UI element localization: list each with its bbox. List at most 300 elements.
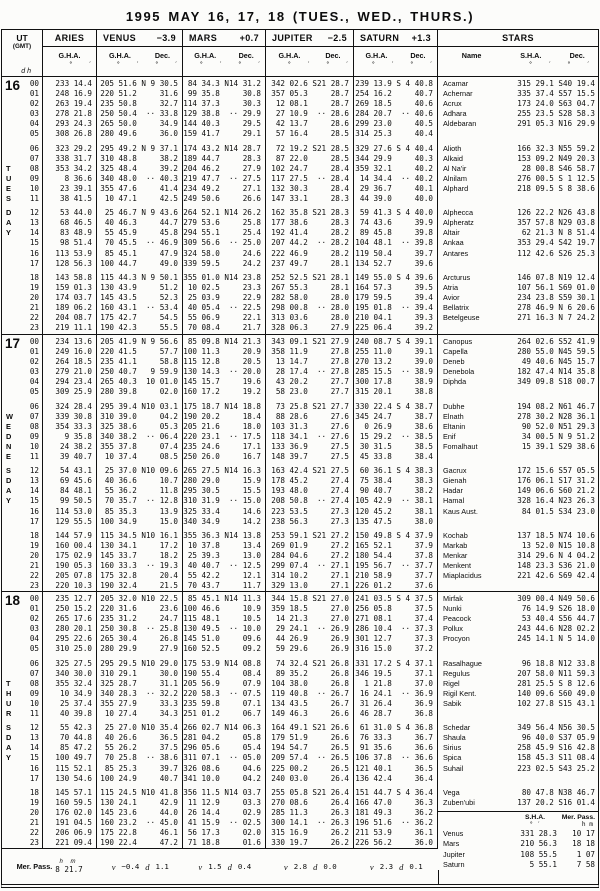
star-row (443, 313, 595, 323)
star-group (443, 466, 595, 527)
jupiter-cell: 147 33.1 28.3 (271, 194, 349, 204)
ut-label: UT (16, 33, 28, 43)
jupiter-cell: 149 46.3 26.6 (271, 709, 349, 719)
star-position: 172 15.6 S57 05.5 (517, 466, 595, 476)
venus-cell: 235 31.2 24.7 (100, 614, 178, 624)
hour-row (2, 164, 42, 174)
star-position: 102 27.8 S15 43.1 (517, 698, 595, 708)
aries-units: ° ′ (61, 60, 92, 68)
star-position: 281 25.5 S 8 12.6 (517, 678, 595, 688)
mars-cell: 56 17.3 02.0 (183, 828, 261, 838)
star-position: 291 05.3 N16 29.9 (517, 119, 595, 129)
star-row (443, 507, 595, 517)
aries-column (42, 592, 96, 848)
hour-row (2, 387, 42, 397)
weekday-letter (6, 614, 13, 624)
weekday-letter (6, 517, 13, 527)
star-position: 314 29.6 N 4 04.2 (517, 550, 595, 560)
planet-name: Saturn (443, 859, 465, 869)
jupiter-cell: 13 14.7 27.8 (271, 357, 349, 367)
hour-label: 18 (29, 787, 39, 797)
venus-cell: 310 29.1 30.0 (100, 668, 178, 678)
mars-cell: 189 44.7 28.3 (183, 153, 261, 163)
weekday-letter (6, 561, 13, 571)
star-name: Alphecca (443, 208, 474, 218)
saturn-cell: 346 19.5 37.1 (355, 668, 433, 678)
aries-cell: 83 48.9 (55, 228, 92, 238)
star-position: 53 40.4 S56 44.7 (517, 614, 595, 624)
hour-label: 22 (29, 571, 39, 581)
mars-cell: 41 15.9 ·· 02.5 (183, 817, 261, 827)
venus-cell: 25 37.0 N10 09.6 (100, 466, 178, 476)
hour-row (2, 228, 42, 238)
venus-cell: 235 41.1 58.8 (100, 357, 178, 367)
aries-cell: 324 28.4 (55, 401, 92, 411)
stars-units: ° ′ ° ′ (528, 60, 594, 68)
weekday-letter (6, 571, 13, 581)
aries-cell: 99 50.5 (55, 496, 92, 506)
venus-cell: 100 44.7 49.0 (100, 258, 178, 268)
mars-cell: 99 35.8 30.8 (183, 89, 261, 99)
data-group (97, 723, 182, 784)
hour-label: 23 (29, 581, 39, 591)
weekday-letter (6, 259, 13, 269)
star-row (443, 119, 595, 129)
hour-row (2, 452, 42, 462)
hour-row (2, 377, 42, 387)
aries-cell: 294 23.4 (55, 377, 92, 387)
star-group (443, 144, 595, 205)
saturn-cell: 269 18.5 40.6 (355, 99, 433, 109)
venus-cell: 220 51.2 31.6 (100, 89, 178, 99)
hour-label: 16 (29, 248, 39, 258)
weekday-letter (6, 788, 13, 798)
d-label: d (399, 861, 404, 872)
data-group (354, 659, 437, 720)
aries-cell: 85 47.2 (55, 743, 92, 753)
aries-cell: 295 22.6 (55, 634, 92, 644)
venus-cell: 265 50.0 34.9 (100, 119, 178, 129)
star-position: 218 09.5 S 8 38.6 (517, 183, 595, 193)
saturn-cell: 254 16.2 40.7 (355, 89, 433, 99)
jupiter-cell: 358 11.9 27.8 (271, 347, 349, 357)
weekday-letter: A (6, 743, 12, 753)
star-row (443, 432, 595, 442)
star-row (443, 699, 595, 709)
saturn-cell: 166 47.0 36.3 (355, 797, 433, 807)
v-label: v (111, 861, 116, 872)
day-number: 18 (5, 593, 21, 608)
star-row (443, 79, 595, 89)
venus-cell: 70 35.7 ·· 12.8 (100, 496, 178, 506)
aries-cell: 84 48.1 (55, 486, 92, 496)
saturn-cell: 44 39.0 40.0 (355, 194, 433, 204)
hour-group (2, 788, 42, 849)
star-name: Suhail (443, 763, 464, 773)
data-group (43, 144, 96, 205)
jupiter-cell: 209 57.4 ·· 26.5 (271, 753, 349, 763)
saturn-cell: 225 06.4 39.2 (355, 323, 433, 333)
venus-cell: 85 45.1 47.9 (100, 248, 178, 258)
weekday-letter (6, 669, 13, 679)
star-group (443, 402, 595, 463)
star-name: Atria (443, 282, 459, 292)
mars-cell: 205 56.9 07.9 (183, 678, 261, 688)
weekday-letter: E (6, 452, 11, 462)
mars-cell: 11 12.9 03.3 (183, 797, 261, 807)
aries-cell: 280 20.1 (55, 624, 92, 634)
saturn-cell: 240 08.7 S 4 39.1 (355, 337, 433, 346)
venus-cell: 85 35.3 13.9 (100, 506, 178, 516)
hour-label: 15 (29, 753, 39, 763)
hour-group (2, 466, 42, 527)
weekday-letter: W (6, 411, 13, 421)
star-name: Sabik (443, 698, 462, 708)
aries-cell: 38 41.5 (55, 194, 92, 204)
mars-cell: 356 11.5 N14 03.7 (183, 787, 261, 797)
hour-row (2, 442, 42, 452)
weekday-letter (6, 357, 13, 367)
aries-cell: 113 53.9 (55, 248, 92, 258)
star-name: Markab (443, 540, 468, 550)
star-row (443, 624, 595, 634)
jupiter-cell: 285 11.3 26.3 (271, 807, 349, 817)
venus-cell: 250 30.8 ·· 25.8 (100, 624, 178, 634)
hour-label: 09 (29, 431, 39, 441)
star-name: Spica (443, 753, 462, 763)
data-group (266, 723, 353, 784)
planet-table-header (443, 814, 595, 821)
saturn-dec-label: Dec. (410, 51, 426, 60)
hour-row (2, 689, 42, 699)
hour-row (2, 659, 42, 669)
hour-label: 09 (29, 688, 39, 698)
mer-pass-label: Mer. Pass. (16, 862, 53, 871)
weekday-letter (6, 581, 13, 591)
saturn-cell: 270 13.2 39.0 (355, 357, 433, 367)
star-position: 328 16.4 N23 26.3 (517, 496, 595, 506)
star-position: 278 30.2 N28 36.1 (517, 411, 595, 421)
mars-cell: 235 24.6 17.1 (183, 441, 261, 451)
venus-cell: 160 43.1 ·· 53.4 (100, 302, 178, 312)
star-name: Ankaa (443, 238, 464, 248)
mars-cell: 100 11.3 20.9 (183, 347, 261, 357)
star-name-label: Name (461, 51, 482, 60)
star-name: Denebola (443, 367, 475, 377)
aries-cell: 190 05.3 (55, 560, 92, 570)
data-group (354, 79, 437, 140)
weekday-letter (6, 154, 13, 164)
mars-cell: 85 09.8 N14 21.3 (183, 337, 261, 346)
hour-row (2, 669, 42, 679)
star-position: 276 00.5 S 1 12.5 (517, 173, 595, 183)
hour-row (2, 699, 42, 709)
aries-cell: 263 19.4 (55, 99, 92, 109)
star-row (443, 743, 595, 753)
star-name: Dubhe (443, 401, 465, 411)
hour-label: 11 (29, 194, 39, 204)
weekday-letter (6, 249, 13, 259)
data-group (266, 79, 353, 140)
jupiter-cell: 342 02.6 S21 28.7 (271, 79, 349, 88)
saturn-cell: 91 35.6 36.6 (355, 743, 433, 753)
star-name: Elnath (443, 411, 464, 421)
aries-cell: 53 44.0 (55, 208, 92, 218)
jupiter-cell: 164 49.1 S21 26.6 (271, 723, 349, 733)
weekday-letter (6, 507, 13, 517)
day-blocks (2, 77, 598, 869)
star-name: Rigel (443, 678, 460, 688)
aries-cell: 279 21.0 (55, 367, 92, 377)
venus-cell: 205 32.0 N10 22.5 (100, 594, 178, 603)
star-row (443, 337, 595, 347)
jupiter-column (265, 335, 353, 591)
hour-row (2, 541, 42, 551)
weekday-letter: N (6, 441, 12, 451)
ut-column (2, 77, 42, 334)
star-row (443, 174, 595, 184)
aries-cell: 354 33.3 (55, 421, 92, 431)
data-group (43, 208, 96, 269)
aries-cell: 128 56.3 (55, 258, 92, 268)
star-position: 243 44.6 N28 02.2 (517, 624, 595, 634)
mars-cell: 114 37.3 30.3 (183, 99, 261, 109)
aries-cell: 68 46.5 (55, 218, 92, 228)
hour-label: 03 (29, 367, 39, 377)
aries-cell: 233 14.4 (55, 79, 92, 88)
hour-label: 05 (29, 129, 39, 139)
hour-label: 20 (29, 550, 39, 560)
jupiter-cell: 44 26.9 26.9 (271, 634, 349, 644)
hour-row (2, 551, 42, 561)
star-position: 126 22.2 N26 43.8 (517, 208, 595, 218)
venus-cell: 175 22.8 46.1 (100, 828, 178, 838)
hour-label: 05 (29, 644, 39, 654)
mars-cell: 249 50.6 26.6 (183, 194, 261, 204)
venus-cell: 10 27.4 34.3 (100, 709, 178, 719)
venus-cell: 250 50.4 ·· 33.8 (100, 109, 178, 119)
aries-cell: 176 02.0 (55, 807, 92, 817)
jupiter-cell: 237 49.7 28.1 (271, 258, 349, 268)
hour-group (2, 144, 42, 205)
jupiter-cell: 284 04.6 27.2 (271, 550, 349, 560)
day-block-16 (2, 77, 598, 334)
star-name: Al Na'ir (443, 163, 467, 173)
venus-cell: 325 38.6 05.3 (100, 421, 178, 431)
weekday-letter (6, 293, 13, 303)
hour-row (2, 818, 42, 828)
saturn-cell: 180 54.4 37.8 (355, 550, 433, 560)
day-number: 17 (5, 336, 21, 351)
star-row (443, 228, 595, 238)
data-group (183, 659, 265, 720)
saturn-cell: 179 59.5 39.4 (355, 292, 433, 302)
weekday-letter: S (6, 723, 11, 733)
jupiter-title: JUPITER (272, 33, 313, 43)
weekday-letter (6, 402, 13, 412)
mars-cell: 55 42.2 12.1 (183, 571, 261, 581)
jupiter-cell: 225 00.2 26.5 (271, 763, 349, 773)
mars-cell: 341 10.0 04.2 (183, 773, 261, 783)
star-name: Aldebaran (443, 119, 477, 129)
venus-cell: 265 40.3 10 01.0 (100, 377, 178, 387)
star-position: 34 00.5 N 9 51.2 (517, 431, 595, 441)
star-row (443, 531, 595, 541)
star-position: 221 42.6 S69 42.4 (517, 571, 595, 581)
star-row (443, 238, 595, 248)
saturn-cell: 226 01.2 37.6 (355, 581, 433, 591)
hour-row (2, 798, 42, 808)
hour-label: 21 (29, 560, 39, 570)
hour-group (2, 273, 42, 334)
mars-cell: 355 01.0 N14 23.8 (183, 272, 261, 282)
hour-label: 07 (29, 153, 39, 163)
aries-cell: 339 30.8 (55, 411, 92, 421)
venus-cell: 85 25.3 39.7 (100, 763, 178, 773)
star-position: 349 09.8 S18 00.7 (517, 377, 595, 387)
saturn-cell: 76 33.3 36.7 (355, 733, 433, 743)
aries-cell: 129 55.5 (55, 516, 92, 526)
saturn-cell: 60 36.1 S 4 38.3 (355, 466, 433, 476)
data-group (97, 144, 182, 205)
jupiter-cell: 163 42.4 S21 27.5 (271, 466, 349, 476)
saturn-cell: 119 50.4 39.7 (355, 248, 433, 258)
hour-group (2, 402, 42, 463)
aries-header-cell (42, 30, 96, 76)
mars-cell: 100 46.6 10.9 (183, 604, 261, 614)
saturn-cell: 181 49.3 36.2 (355, 807, 433, 817)
star-name: Fomalhaut (443, 441, 478, 451)
weekday-letter: D (6, 733, 12, 743)
data-group (43, 337, 96, 398)
aries-cell: 100 49.7 (55, 753, 92, 763)
hour-row (2, 743, 42, 753)
data-group (43, 531, 96, 592)
planet-name: Jupiter (443, 849, 465, 859)
hour-row (2, 634, 42, 644)
weekday-letter (6, 238, 13, 248)
saturn-cell: 106 37.8 ·· 36.6 (355, 753, 433, 763)
star-row (443, 347, 595, 357)
hour-row (2, 581, 42, 591)
stars-header-cell (437, 30, 598, 76)
weekday-letter (6, 387, 13, 397)
aries-cell: 144 57.9 (55, 530, 92, 540)
table-header (2, 30, 598, 77)
star-row (443, 733, 595, 743)
venus-cell: 340 48.0 ·· 40.3 (100, 173, 178, 183)
mars-cell: 70 43.7 11.7 (183, 581, 261, 591)
saturn-cell: 256 05.8 37.5 (355, 604, 433, 614)
data-group (43, 659, 96, 720)
hour-label: 22 (29, 828, 39, 838)
mars-cell: 309 56.6 ·· 25.0 (183, 238, 261, 248)
star-row (443, 679, 595, 689)
venus-cell: 40 46.3 44.7 (100, 218, 178, 228)
star-name: Canopus (443, 337, 473, 346)
d-value: 1.1 (155, 862, 169, 871)
hour-label: 00 (29, 79, 39, 88)
weekday-letter (6, 828, 13, 838)
jupiter-cell: 255 05.8 S21 26.4 (271, 787, 349, 797)
saturn-cell: 344 29.9 40.3 (355, 153, 433, 163)
jupiter-cell: 222 46.9 28.2 (271, 248, 349, 258)
jupiter-cell: 89 35.2 26.8 (271, 668, 349, 678)
d-value: 0.4 (237, 862, 252, 871)
star-row (443, 154, 595, 164)
jupiter-cell: 43 20.2 27.7 (271, 377, 349, 387)
star-group (443, 723, 595, 784)
hour-row (2, 154, 42, 164)
star-row (443, 109, 595, 119)
aries-cell: 204 08.7 (55, 313, 92, 323)
star-position: 234 23.8 S59 30.1 (517, 292, 595, 302)
data-group (43, 273, 96, 334)
jupiter-cell: 102 24.7 28.4 (271, 163, 349, 173)
data-group (266, 788, 353, 849)
hour-group (2, 723, 42, 784)
star-position: 278 46.9 N 6 20.6 (517, 303, 595, 313)
venus-cell: 55 36.2 11.8 (100, 486, 178, 496)
saturn-cell: 61 31.0 S 4 36.8 (355, 723, 433, 733)
mer-pass-units: h m (581, 820, 593, 828)
mars-cell: 234 49.2 27.1 (183, 183, 261, 193)
star-row (443, 788, 595, 798)
mars-cell: 145 15.7 19.6 (183, 377, 261, 387)
saturn-cell: 149 55.0 S 4 39.6 (355, 272, 433, 282)
mars-cell: 160 17.2 19.2 (183, 387, 261, 397)
jupiter-cell: 119 40.8 ·· 26.7 (271, 688, 349, 698)
mars-column (182, 335, 265, 591)
mars-cell: 145 51.0 09.6 (183, 634, 261, 644)
mars-cell: 159 41.7 29.1 (183, 129, 261, 139)
venus-title: VENUS (103, 33, 137, 43)
star-row (443, 723, 595, 733)
weekday-letter (6, 644, 13, 654)
weekday-letter (6, 144, 13, 154)
saturn-cell: 330 22.4 S 4 38.7 (355, 401, 433, 411)
d-value: 0.1 (409, 862, 423, 871)
star-position: 62 21.3 N 8 51.4 (517, 228, 595, 238)
mer-pass-column-header: Mer. Pass. (561, 813, 595, 821)
mars-cell: 160 52.5 09.2 (183, 644, 261, 654)
hour-label: 12 (29, 208, 39, 218)
star-row (443, 476, 595, 486)
star-position: 353 29.4 S42 19.7 (517, 238, 595, 248)
venus-cell: 115 44.3 N 9 50.1 (100, 272, 178, 282)
data-group (97, 208, 182, 269)
aries-cell: 9 35.8 (55, 431, 92, 441)
hour-row (2, 624, 42, 634)
saturn-cell: 105 42.9 ·· 38.1 (355, 496, 433, 506)
venus-cell: 295 49.2 N 9 37.1 (100, 143, 178, 153)
mars-cell: 311 07.1 ·· 05.0 (183, 753, 261, 763)
hour-label: 03 (29, 109, 39, 119)
star-name: Procyon (443, 634, 470, 644)
star-group (443, 273, 595, 334)
hour-row (2, 709, 42, 719)
mars-cell: 295 30.5 15.5 (183, 486, 261, 496)
star-position: 137 20.2 S16 01.4 (517, 797, 595, 807)
star-position: 166 32.3 N55 59.2 (517, 143, 595, 153)
aries-cell: 221 09.4 (55, 838, 92, 848)
planet-row (443, 850, 595, 860)
star-name: Alioth (443, 143, 462, 153)
data-group (97, 337, 182, 398)
weekday-letter (6, 798, 13, 808)
hour-row (2, 679, 42, 689)
mars-cell: 130 49.5 ·· 10.0 (183, 624, 261, 634)
